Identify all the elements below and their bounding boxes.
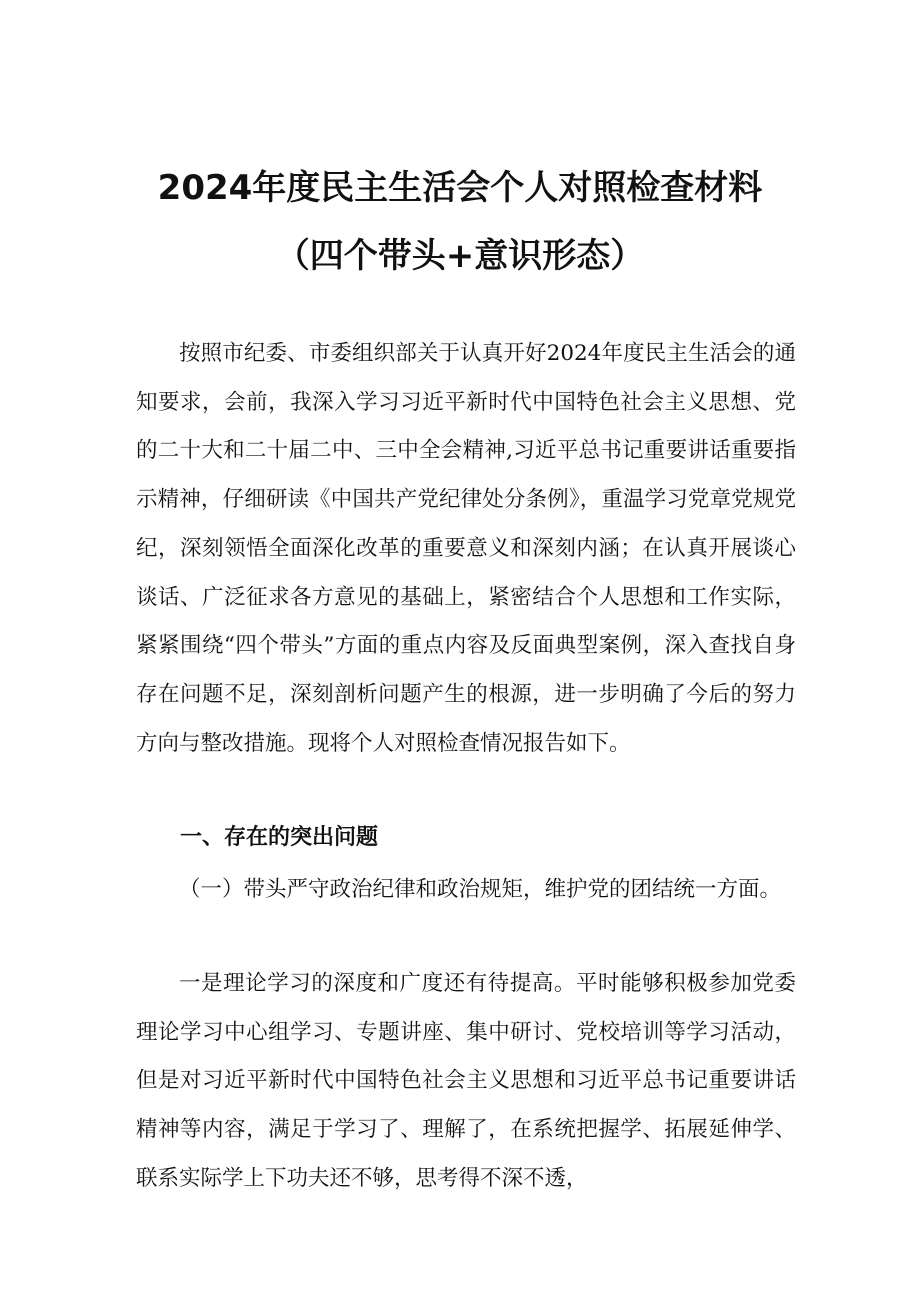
- intro-paragraph: 按照市纪委、市委组织部关于认真开好2024年度民主生活会的通知要求，会前，我深入学习习近平新时代中国特色社会主义思想、党的二十大和二十届二中、三中全会精神,习近平总书记重要讲话重要指示精神，仔细研读《中国共产党纪律处分条例》，重温学习党章党规党纪，深刻领悟全面深化改革的重要意义和深刻内涵；在认真开展谈心谈话、广泛征求各方意见的基础上，紧密结合个人思想和工作实际，紧紧围绕“四个带头”方面的重点内容及反面典型案例，深入查找自身存在问题不足，深刻剖析问题产生的根源，进一步明确了今后的努力方向与整改措施。现将个人对照检查情况报告如下。: [136, 341, 796, 756]
- body-paragraph: 一是理论学习的深度和广度还有待提高。平时能够积极参加党委理论学习中心组学习、专题讲座、集中研讨、党校培训等学习活动，但是对习近平新时代中国特色社会主义思想和习近平总书记重要讲话精神等内容，满足于学习了、理解了，在系统把握学、拓展延伸学、联系实际学上下功夫还不够，思考得不深不透，: [136, 971, 796, 1191]
- document-title: 2024年度民主生活会个人对照检查材料: [157, 168, 763, 208]
- section-heading: 一、存在的突出问题: [180, 825, 379, 850]
- subsection-heading: （一）带头严守政治纪律和政治规矩，维护党的团结统一方面。: [179, 877, 782, 902]
- document-subtitle: （四个带头+意识形态）: [275, 236, 645, 276]
